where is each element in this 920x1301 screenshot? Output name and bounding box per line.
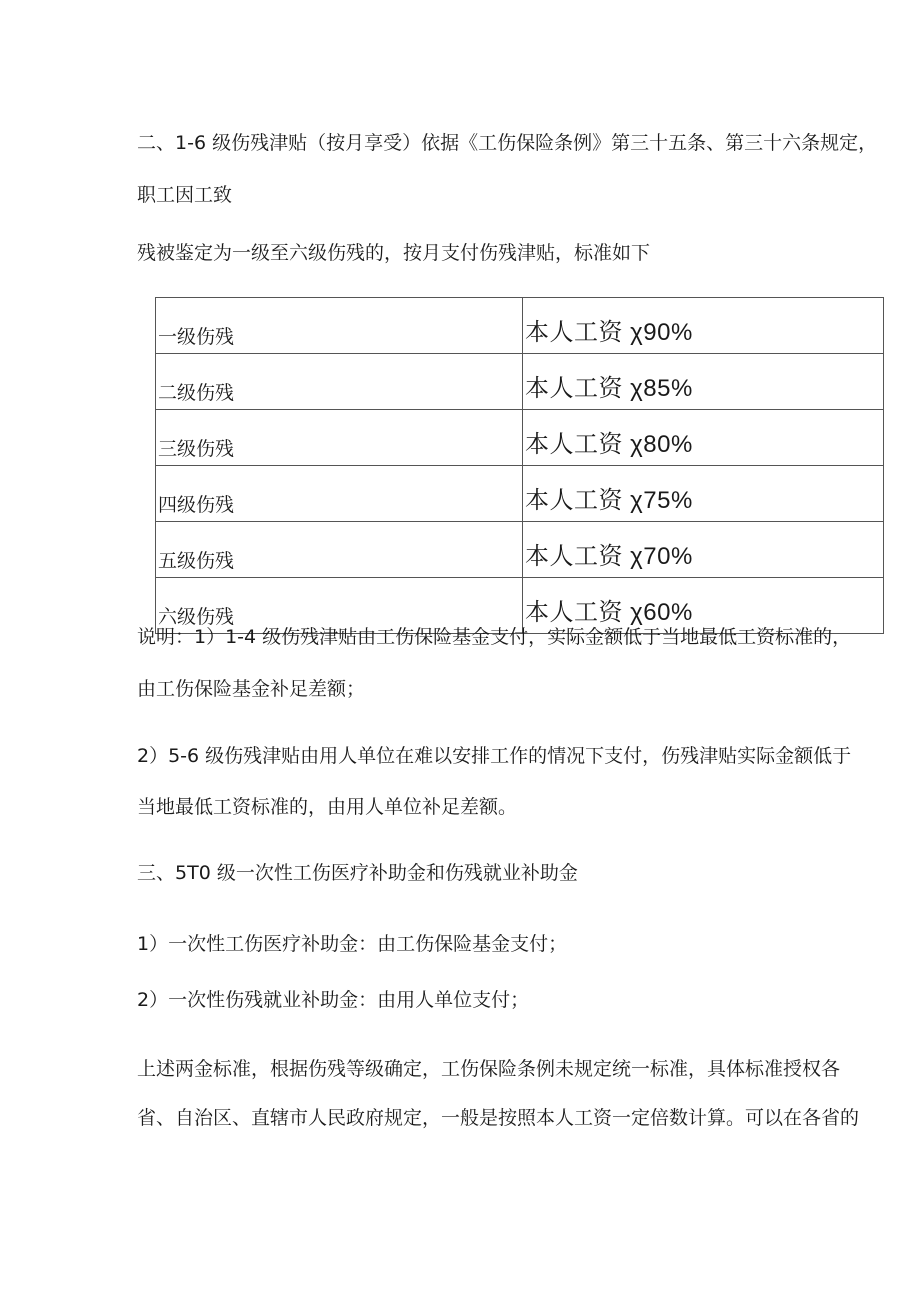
value-cell: 本人工资 χ70% bbox=[523, 522, 884, 578]
grade-cell: 一级伤残 bbox=[156, 298, 523, 354]
section-3-title: 三、5T0 级一次性工伤医疗补助金和伤残就业补助金 bbox=[137, 862, 578, 884]
value-cell: 本人工资 χ90% bbox=[523, 298, 884, 354]
grade-cell: 四级伤残 bbox=[156, 466, 523, 522]
section-3-item-2: 2）一次性伤残就业补助金：由用人单位支付； bbox=[137, 989, 530, 1011]
section-3-para-line-1: 上述两金标准，根据伤残等级确定，工伤保险条例未规定统一标准，具体标准授权各 bbox=[137, 1058, 841, 1080]
grade-cell: 二级伤残 bbox=[156, 354, 523, 410]
note-2-line-2: 当地最低工资标准的，由用人单位补足差额。 bbox=[137, 796, 518, 818]
table-row bbox=[156, 354, 884, 410]
grade-cell: 五级伤残 bbox=[156, 522, 523, 578]
table-row bbox=[156, 522, 884, 578]
section-3-item-1: 1）一次性工伤医疗补助金：由工伤保险基金支付； bbox=[137, 933, 568, 955]
value-cell: 本人工资 χ85% bbox=[523, 354, 884, 410]
note-2-line-1: 2）5-6 级伤残津贴由用人单位在难以安排工作的情况下支付，伤残津贴实际金额低于 bbox=[137, 745, 852, 767]
section-2-line-3: 残被鉴定为一级至六级伤残的，按月支付伤残津贴，标准如下 bbox=[137, 242, 651, 264]
value-cell: 本人工资 χ75% bbox=[523, 466, 884, 522]
value-cell: 本人工资 χ60% bbox=[523, 578, 884, 634]
value-cell: 本人工资 χ80% bbox=[523, 410, 884, 466]
grade-cell: 三级伤残 bbox=[156, 410, 523, 466]
note-1-line-2: 由工伤保险基金补足差额； bbox=[137, 678, 366, 700]
grade-cell: 六级伤残 bbox=[156, 578, 523, 634]
table-row bbox=[156, 410, 884, 466]
section-2-line-2: 职工因工致 bbox=[137, 184, 233, 206]
note-1-line-1: 说明：1）1-4 级伤残津贴由工伤保险基金支付，实际金额低于当地最低工资标准的， bbox=[137, 626, 852, 648]
table-row bbox=[156, 298, 884, 354]
section-2-line-1: 二、1-6 级伤残津贴（按月享受）依据《工伤保险条例》第三十五条、第三十六条规定， bbox=[137, 132, 878, 154]
disability-allowance-table bbox=[155, 297, 884, 634]
table-row bbox=[156, 466, 884, 522]
section-3-para-line-2: 省、自治区、直辖市人民政府规定，一般是按照本人工资一定倍数计算。可以在各省的 bbox=[137, 1107, 860, 1129]
